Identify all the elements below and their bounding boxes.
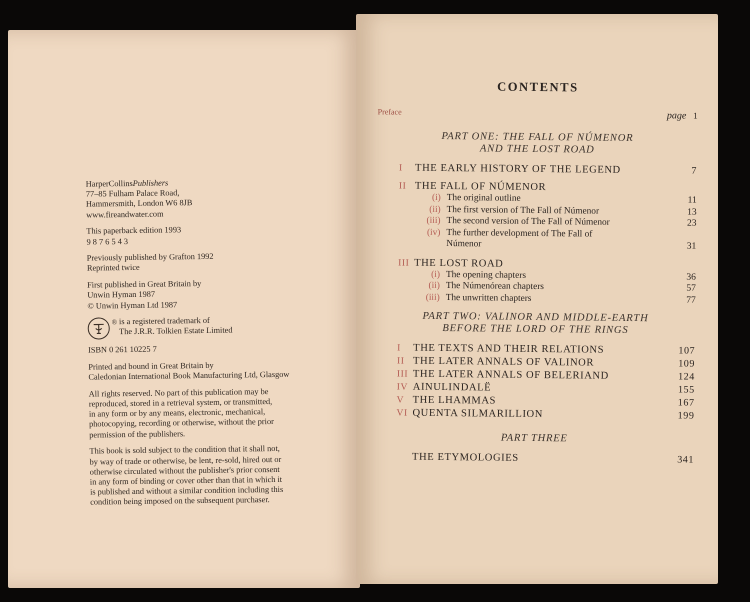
website: www.fireandwater.com: [86, 209, 164, 220]
first-publisher-line: Unwin Hyman 1987: [87, 289, 156, 300]
part-one-heading-line: AND THE LOST ROAD: [479, 143, 595, 156]
section-entry: Númenor 31: [446, 239, 697, 252]
chapter-entry: [377, 162, 697, 176]
section-entry: (ii) The Númenórean chapters 57: [428, 280, 696, 294]
chapter-title: THE LOST ROAD: [414, 257, 504, 270]
section-entry: (iii) The second version of The Fall of Númenor 23: [426, 215, 697, 229]
contents-page: [374, 78, 698, 466]
condition-line: in any form of binding or cover other than that in which it: [89, 474, 283, 487]
publisher-info: [86, 176, 317, 220]
section-entry: (iii) The unwritten chapters 77: [425, 292, 696, 306]
sale-condition: [89, 444, 320, 508]
rights-line: reproduced, stored in a retrieval system, or transmitted,: [88, 397, 273, 409]
section-entry: (i) The original outline 11: [431, 192, 697, 206]
printed-line: Printed and bound in Great Britain by: [88, 360, 214, 372]
part-two-heading-line: PART TWO: VALINOR AND MIDDLE-EARTH: [422, 310, 649, 325]
chapter-title: THE FALL OF NÚMENOR: [414, 180, 547, 194]
trademark-line: is a registered trademark of: [118, 316, 210, 327]
chapter-entry: I THE TEXTS AND THEIR RELATIONS 107: [397, 342, 696, 357]
contents-title: CONTENTS: [497, 79, 579, 95]
estate-line: The J.R.R. Tolkien Estate Limited: [119, 326, 233, 337]
part-one-heading: [377, 130, 697, 157]
imprint-block: [86, 176, 321, 514]
publisher-name: HarperCollinsPublishers: [85, 178, 169, 189]
chapter-entry: THE ETYMOLOGIES 341: [412, 451, 695, 466]
section-entry: (iv) The further development of The Fall of: [426, 227, 593, 240]
edition-line: This paperback edition 1993: [86, 225, 182, 236]
part-two-heading-line: BEFORE THE LORD OF THE RINGS: [442, 323, 629, 336]
copyright-line: © Unwin Hyman Ltd 1987: [87, 299, 178, 311]
part-one-heading-line: PART ONE: THE FALL OF NÚMENOR: [441, 131, 634, 145]
print-run-line: 9 8 7 6 5 4 3: [86, 236, 129, 247]
condition-line: This book is sold subject to the condition that it shall not,: [89, 444, 280, 456]
chapter-entry: VI QUENTA SILMARILLION 199: [396, 407, 695, 422]
condition-line: by way of trade or otherwise, be lent, re-sold, hired out or: [89, 454, 282, 467]
chapter-number: I: [399, 163, 403, 174]
printer-info: [88, 359, 318, 383]
chapter-number: III: [398, 258, 410, 269]
isbn: [88, 343, 318, 356]
part-two-heading: [375, 310, 695, 337]
preface-row: [378, 107, 698, 121]
printer-line: Caledonian International Book Manufacturing Ltd, Glasgow: [88, 369, 290, 382]
chapter-entry: II THE LATER ANNALS OF VALINOR 109: [397, 355, 696, 370]
chapter-title: THE EARLY HISTORY OF THE LEGEND: [415, 162, 621, 176]
address-line-2: Hammersmith, London W6 8JB: [85, 198, 193, 210]
chapter-entry: V THE LHAMMAS 167: [396, 394, 695, 409]
preface-label: Preface: [377, 107, 402, 117]
first-published-line: First published in Great Britain by: [87, 279, 202, 290]
rights-line: in any form or by any means, electronic, mechanical,: [88, 407, 266, 419]
rights-line: permission of the publishers.: [89, 428, 186, 440]
edition-info: [86, 224, 316, 248]
chapter-number: II: [398, 181, 407, 192]
isbn-text: ISBN 0 261 10225 7: [87, 344, 157, 355]
rights-notice: [89, 386, 320, 440]
tolkien-monogram-icon: [88, 318, 110, 340]
chapter-entry: [376, 257, 696, 307]
chapter-entry: IV AINULINDALË 155: [396, 381, 695, 396]
previous-line: Previously published by Grafton 1992: [86, 252, 214, 263]
registered-symbol: ®: [111, 318, 118, 327]
part-three-heading: PART THREE: [500, 432, 568, 445]
condition-line: is published and without a similar condition including this: [89, 485, 284, 497]
previous-publication: [87, 251, 317, 275]
section-entry: (ii) The first version of The Fall of Númenor 13: [429, 204, 697, 218]
preface-page: page 1: [666, 110, 698, 122]
address-line-1: 77–85 Fulham Palace Road,: [85, 188, 180, 199]
chapter-page: 7: [691, 165, 698, 177]
reprint-line: Reprinted twice: [86, 263, 140, 274]
condition-line: condition being imposed on the subsequent purchaser.: [90, 495, 270, 507]
trademark-row: [88, 315, 318, 340]
chapter-entry: [376, 180, 697, 253]
first-published: [87, 278, 317, 312]
condition-line: otherwise circulated without the publisher's prior consent: [89, 464, 280, 477]
rights-line: All rights reserved. No part of this publication may be: [88, 386, 269, 399]
rights-line: photocopying, recording or otherwise, without the prior: [89, 417, 274, 430]
section-entry: (i) The opening chapters 36: [431, 269, 697, 283]
chapter-entry: III THE LATER ANNALS OF BELERIAND 124: [396, 368, 695, 383]
